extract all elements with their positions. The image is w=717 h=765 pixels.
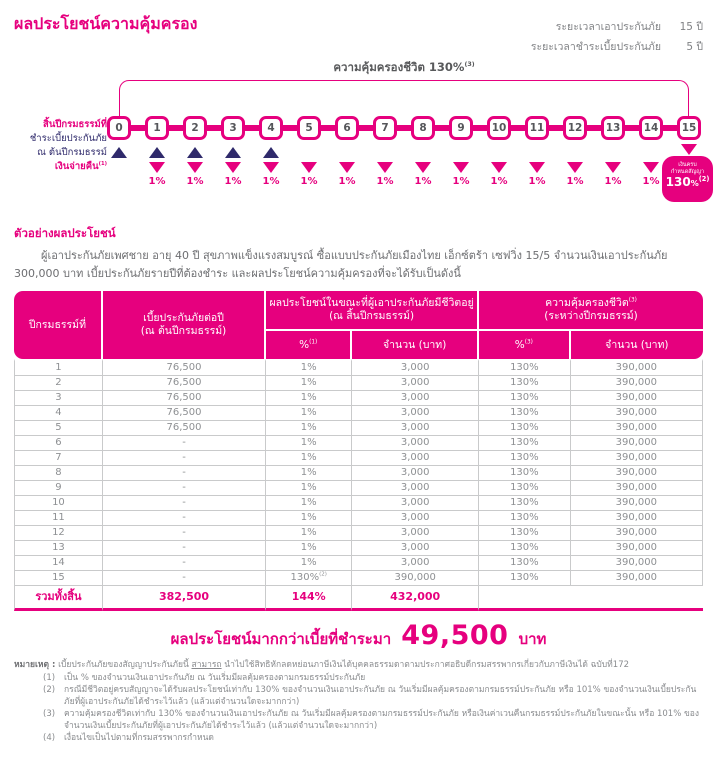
table-cell: 130% bbox=[479, 451, 571, 466]
table-cell: 3,000 bbox=[352, 526, 479, 541]
table-cell: - bbox=[103, 436, 266, 451]
table-cell: 3,000 bbox=[352, 511, 479, 526]
table-cell: 9 bbox=[14, 481, 103, 496]
table-cell: 3,000 bbox=[352, 436, 479, 451]
table-cell: 390,000 bbox=[352, 571, 479, 586]
total-amount: 432,000 bbox=[352, 586, 479, 611]
premium-payment-arrow bbox=[225, 147, 241, 158]
header-premium: เบี้ยประกันภัยต่อปี (ณ ต้นปีกรมธรรม์) bbox=[103, 291, 266, 359]
banner-prefix: ผลประโยชน์มากกว่าเบี้ยที่ชำระมา bbox=[170, 630, 392, 648]
table-cell: 1% bbox=[266, 391, 352, 406]
table-cell: 7 bbox=[14, 451, 103, 466]
table-row bbox=[14, 376, 703, 391]
table-cell: - bbox=[103, 556, 266, 571]
table-row bbox=[14, 571, 703, 586]
table-row bbox=[14, 526, 703, 541]
header-policy-year: ปีกรมธรรม์ที่ bbox=[14, 291, 103, 359]
policy-term-value: 15 ปี bbox=[679, 21, 703, 33]
table-cell: 3,000 bbox=[352, 421, 479, 436]
table-cell: 6 bbox=[14, 436, 103, 451]
maturity-bubble-line: กำหนดสัญญา bbox=[670, 168, 705, 175]
table-cell: - bbox=[103, 466, 266, 481]
header-amount-1: จำนวน (บาท) bbox=[352, 331, 479, 359]
table-row bbox=[14, 391, 703, 406]
payout-pct-label: 1% bbox=[186, 176, 204, 187]
maturity-bubble-value: 130%$^{(2)}$ bbox=[665, 175, 710, 189]
payout-pct-label: 1% bbox=[604, 176, 622, 187]
premium-payment-arrow bbox=[187, 147, 203, 158]
timeline-node-9: 9 bbox=[449, 116, 473, 140]
cash-payout-arrow bbox=[529, 162, 545, 173]
total-label: รวมทั้งสิ้น bbox=[14, 586, 103, 611]
table-cell: 390,000 bbox=[571, 526, 703, 541]
note-label: หมายเหตุ : bbox=[14, 660, 56, 670]
premium-payment-arrow bbox=[111, 147, 127, 158]
footnote-item bbox=[43, 672, 703, 684]
table-cell: 76,500 bbox=[103, 376, 266, 391]
table-cell: 390,000 bbox=[571, 391, 703, 406]
table-cell: 3,000 bbox=[352, 496, 479, 511]
table-cell: 3,000 bbox=[352, 466, 479, 481]
timeline-node-15: 15 bbox=[677, 116, 701, 140]
table-cell: 390,000 bbox=[571, 541, 703, 556]
footnote-number: (1) bbox=[43, 673, 56, 683]
cash-payout-arrow bbox=[681, 144, 697, 155]
table-cell: 130% bbox=[479, 526, 571, 541]
table-cell: 390,000 bbox=[571, 466, 703, 481]
total-pct: 144% bbox=[266, 586, 352, 611]
header-amount-3: จำนวน (บาท) bbox=[571, 331, 703, 359]
header-pct-1: %$^{(1)}$ bbox=[266, 331, 352, 359]
table-cell: 130% bbox=[479, 496, 571, 511]
table-cell: 1% bbox=[266, 556, 352, 571]
cash-payout-arrow bbox=[643, 162, 659, 173]
table-cell: 130% bbox=[479, 481, 571, 496]
table-cell: 3,000 bbox=[352, 359, 479, 376]
payout-pct-label: 1% bbox=[566, 176, 584, 187]
table-cell: 3,000 bbox=[352, 376, 479, 391]
table-cell: 1% bbox=[266, 359, 352, 376]
table-cell: 1% bbox=[266, 496, 352, 511]
table-cell: 76,500 bbox=[103, 421, 266, 436]
table-cell: 1% bbox=[266, 466, 352, 481]
table-cell: 3,000 bbox=[352, 406, 479, 421]
table-cell: - bbox=[103, 526, 266, 541]
example-section bbox=[14, 225, 703, 283]
cash-payout-arrow bbox=[567, 162, 583, 173]
timeline-side-labels bbox=[0, 118, 107, 174]
policy-term-value: 5 ปี bbox=[686, 41, 703, 53]
total-empty-cell bbox=[479, 586, 703, 611]
footnote-item bbox=[43, 684, 703, 708]
table-cell: 130% bbox=[479, 541, 571, 556]
premium-payment-arrow bbox=[149, 147, 165, 158]
footnote-number: (4) bbox=[43, 733, 56, 743]
cash-payout-arrow bbox=[605, 162, 621, 173]
benefit-banner bbox=[0, 620, 717, 651]
cash-payout-arrow bbox=[301, 162, 317, 173]
timeline-node-11: 11 bbox=[525, 116, 549, 140]
table-cell: 130% bbox=[479, 466, 571, 481]
policy-term-label: ระยะเวลาเอาประกันภัย bbox=[555, 21, 661, 33]
table-row bbox=[14, 541, 703, 556]
table-cell: 4 bbox=[14, 406, 103, 421]
table-cell: 5 bbox=[14, 421, 103, 436]
table-cell: 1% bbox=[266, 406, 352, 421]
footnote-number: (3) bbox=[43, 709, 56, 719]
total-row bbox=[14, 586, 703, 611]
table-cell: 130% bbox=[479, 391, 571, 406]
table-cell: 390,000 bbox=[571, 571, 703, 586]
table-cell: 390,000 bbox=[571, 376, 703, 391]
table-cell: 1% bbox=[266, 436, 352, 451]
table-cell: 1% bbox=[266, 511, 352, 526]
header-life-group: ความคุ้มครองชีวิต$^{(3)}$ (ระหว่างปีกรมธรรม์) bbox=[479, 291, 703, 331]
payout-pct-label: 1% bbox=[148, 176, 166, 187]
table-cell: 390,000 bbox=[571, 481, 703, 496]
table-cell: 12 bbox=[14, 526, 103, 541]
table-cell: - bbox=[103, 511, 266, 526]
table-cell: 130% bbox=[479, 571, 571, 586]
timeline-node-3: 3 bbox=[221, 116, 245, 140]
payout-pct-label: 1% bbox=[300, 176, 318, 187]
timeline-side-label: ชำระเบี้ยประกันภัย bbox=[29, 133, 107, 144]
table-cell: 3,000 bbox=[352, 541, 479, 556]
total-premium: 382,500 bbox=[103, 586, 266, 611]
cash-payout-arrow bbox=[491, 162, 507, 173]
table-cell: 11 bbox=[14, 511, 103, 526]
table-cell: 1% bbox=[266, 451, 352, 466]
cash-payout-arrow bbox=[377, 162, 393, 173]
table-row bbox=[14, 359, 703, 376]
footnotes bbox=[14, 659, 703, 744]
table-cell: 390,000 bbox=[571, 451, 703, 466]
table-cell: 130%$^{(2)}$ bbox=[266, 571, 352, 586]
table-cell: 130% bbox=[479, 421, 571, 436]
table-cell: 15 bbox=[14, 571, 103, 586]
table-cell: - bbox=[103, 496, 266, 511]
table-cell: 130% bbox=[479, 406, 571, 421]
cash-payout-arrow bbox=[415, 162, 431, 173]
footnote-text: เป็น % ของจำนวนเงินเอาประกันภัย ณ วันเริ่มมีผลคุ้มครองตามกรมธรรม์ประกันภัย bbox=[64, 673, 366, 683]
footnote-text: เงื่อนไขเป็นไปตามที่กรมสรรพากรกำหนด bbox=[64, 733, 214, 743]
timeline-node-13: 13 bbox=[601, 116, 625, 140]
timeline-node-12: 12 bbox=[563, 116, 587, 140]
payout-pct-label: 1% bbox=[338, 176, 356, 187]
table-cell: 3 bbox=[14, 391, 103, 406]
maturity-bubble-line: เงินครบ bbox=[678, 162, 697, 168]
timeline-node-2: 2 bbox=[183, 116, 207, 140]
table-cell: 130% bbox=[479, 511, 571, 526]
table-cell: - bbox=[103, 571, 266, 586]
cash-payout-arrow bbox=[149, 162, 165, 173]
table-row bbox=[14, 556, 703, 571]
table-cell: 3,000 bbox=[352, 481, 479, 496]
table-cell: - bbox=[103, 481, 266, 496]
timeline-node-4: 4 bbox=[259, 116, 283, 140]
payout-pct-label: 1% bbox=[642, 176, 660, 187]
example-heading: ตัวอย่างผลประโยชน์ bbox=[14, 226, 116, 240]
timeline-side-label: เงินจ่ายคืน$^{(1)}$ bbox=[54, 160, 107, 172]
footnote-text: กรณีมีชีวิตอยู่ครบสัญญาจะได้รับผลประโยชน์เท่ากับ 130% ของจำนวนเงินเอาประกันภัย ณ วันเริ่มมีผลคุ้มครองตามกรมธรรม์ประกันภัย หรือ 101% ของจำนวนเงินเบี้ยประกันภัยที่ผู้เอาประกันภัยได้ชำระไว้แล้ว (แล้วแต่จำนวนใดจะมากกว่า) bbox=[64, 685, 697, 707]
table-cell: 2 bbox=[14, 376, 103, 391]
policy-terms bbox=[531, 18, 703, 55]
timeline-node-0: 0 bbox=[107, 116, 131, 140]
table-cell: 390,000 bbox=[571, 406, 703, 421]
timeline-node-10: 10 bbox=[487, 116, 511, 140]
benefit-timeline-diagram bbox=[0, 55, 717, 209]
page-title: ผลประโยชน์ความคุ้มครอง bbox=[14, 14, 198, 33]
table-cell: 1% bbox=[266, 526, 352, 541]
table-cell: 1% bbox=[266, 376, 352, 391]
table-cell: 76,500 bbox=[103, 359, 266, 376]
header-alive-group: ผลประโยชน์ในขณะที่ผู้เอาประกันภัยมีชีวิตอยู่ (ณ สิ้นปีกรมธรรม์) bbox=[266, 291, 479, 331]
header-pct-3: %$^{(3)}$ bbox=[479, 331, 571, 359]
table-row bbox=[14, 451, 703, 466]
table-cell: 130% bbox=[479, 376, 571, 391]
footnote-item bbox=[43, 708, 703, 732]
table-cell: 130% bbox=[479, 556, 571, 571]
footnote-text: ความคุ้มครองชีวิตเท่ากับ 130% ของจำนวนเงินเอาประกันภัย ณ วันเริ่มมีผลคุ้มครองตามกรมธรรม์ประกันภัย หรือเงินค่าเวนคืนกรมธรรม์ประกันภัยในขณะนั้น หรือ 101% ของจำนวนเงินเบี้ยประกันภัยที่ผู้เอาประกันภัยได้ชำระไว้แล้ว (แล้วแต่จำนวนใดจะมากกว่า) bbox=[64, 709, 700, 731]
cash-payout-arrow bbox=[225, 162, 241, 173]
table-cell: 390,000 bbox=[571, 556, 703, 571]
payout-pct-label: 1% bbox=[262, 176, 280, 187]
premium-payment-arrow bbox=[263, 147, 279, 158]
table-cell: - bbox=[103, 541, 266, 556]
timeline-side-label: ณ ต้นปีกรมธรรม์ bbox=[37, 147, 107, 158]
cash-payout-arrow bbox=[339, 162, 355, 173]
policy-term-label: ระยะเวลาชำระเบี้ยประกันภัย bbox=[530, 41, 661, 53]
table-cell: - bbox=[103, 451, 266, 466]
timeline-side-label: สิ้นปีกรมธรรม์ที่ bbox=[43, 119, 107, 130]
maturity-bubble bbox=[662, 156, 713, 202]
timeline-node-7: 7 bbox=[373, 116, 397, 140]
table-cell: 130% bbox=[479, 436, 571, 451]
timeline-node-6: 6 bbox=[335, 116, 359, 140]
table-cell: 390,000 bbox=[571, 436, 703, 451]
table-cell: 14 bbox=[14, 556, 103, 571]
payout-pct-label: 1% bbox=[452, 176, 470, 187]
table-cell: 1% bbox=[266, 541, 352, 556]
table-row bbox=[14, 421, 703, 436]
footnote-item bbox=[43, 732, 703, 744]
table-row bbox=[14, 496, 703, 511]
table-cell: 130% bbox=[479, 359, 571, 376]
payout-pct-label: 1% bbox=[414, 176, 432, 187]
table-cell: 390,000 bbox=[571, 421, 703, 436]
payout-pct-label: 1% bbox=[490, 176, 508, 187]
cash-payout-arrow bbox=[263, 162, 279, 173]
footnote-number: (2) bbox=[43, 685, 56, 695]
payout-pct-label: 1% bbox=[224, 176, 242, 187]
table-row bbox=[14, 406, 703, 421]
table-cell: 76,500 bbox=[103, 406, 266, 421]
cash-payout-arrow bbox=[453, 162, 469, 173]
coverage-bracket bbox=[119, 80, 689, 117]
timeline-node-1: 1 bbox=[145, 116, 169, 140]
banner-amount: 49,500 bbox=[401, 620, 509, 651]
table-cell: 1% bbox=[266, 421, 352, 436]
payout-pct-label: 1% bbox=[376, 176, 394, 187]
table-cell: 390,000 bbox=[571, 359, 703, 376]
table-cell: 390,000 bbox=[571, 496, 703, 511]
benefits-table bbox=[14, 291, 703, 611]
table-row bbox=[14, 436, 703, 451]
table-cell: 13 bbox=[14, 541, 103, 556]
example-paragraph: ผู้เอาประกันภัยเพศชาย อายุ 40 ปี สุขภาพแข็งแรงสมบูรณ์ ซื้อแบบประกันภัยเมืองไทย เอ็กซ์ตร้า เซฟวิ่ง 15/5 จำนวนเงินเอาประกันภัย 300,000 บาท เบี้ยประกันภัยรายปีที่ต้องชำระ และผลประโยชน์ความคุ้มครองที่จะได้รับเป็นดังนี้ bbox=[14, 249, 668, 280]
timeline-node-5: 5 bbox=[297, 116, 321, 140]
table-cell: 3,000 bbox=[352, 391, 479, 406]
table-row bbox=[14, 511, 703, 526]
table-cell: 1 bbox=[14, 359, 103, 376]
table-cell: 1% bbox=[266, 481, 352, 496]
coverage-label: ความคุ้มครองชีวิต 130%$^{(3)}$ bbox=[333, 60, 475, 74]
table-cell: 3,000 bbox=[352, 556, 479, 571]
table-cell: 390,000 bbox=[571, 511, 703, 526]
table-cell: 3,000 bbox=[352, 451, 479, 466]
table-row bbox=[14, 481, 703, 496]
note-intro: หมายเหตุ : เบี้ยประกันภัยของสัญญาประกันภัยนี้ สามารถ นำไปใช้สิทธิหักลดหย่อนภาษีเงินได้บุคคลธรรมดาตามประกาศอธิบดีกรมสรรพากรเกี่ยวกับภาษีเงินได้ ฉบับที่172 bbox=[14, 660, 630, 670]
table-cell: 76,500 bbox=[103, 391, 266, 406]
timeline-node-8: 8 bbox=[411, 116, 435, 140]
page-header bbox=[0, 0, 717, 55]
payout-pct-label: 1% bbox=[528, 176, 546, 187]
banner-suffix: บาท bbox=[518, 630, 547, 648]
table-cell: 8 bbox=[14, 466, 103, 481]
cash-payout-arrow bbox=[187, 162, 203, 173]
table-row bbox=[14, 466, 703, 481]
table-cell: 10 bbox=[14, 496, 103, 511]
timeline-node-14: 14 bbox=[639, 116, 663, 140]
